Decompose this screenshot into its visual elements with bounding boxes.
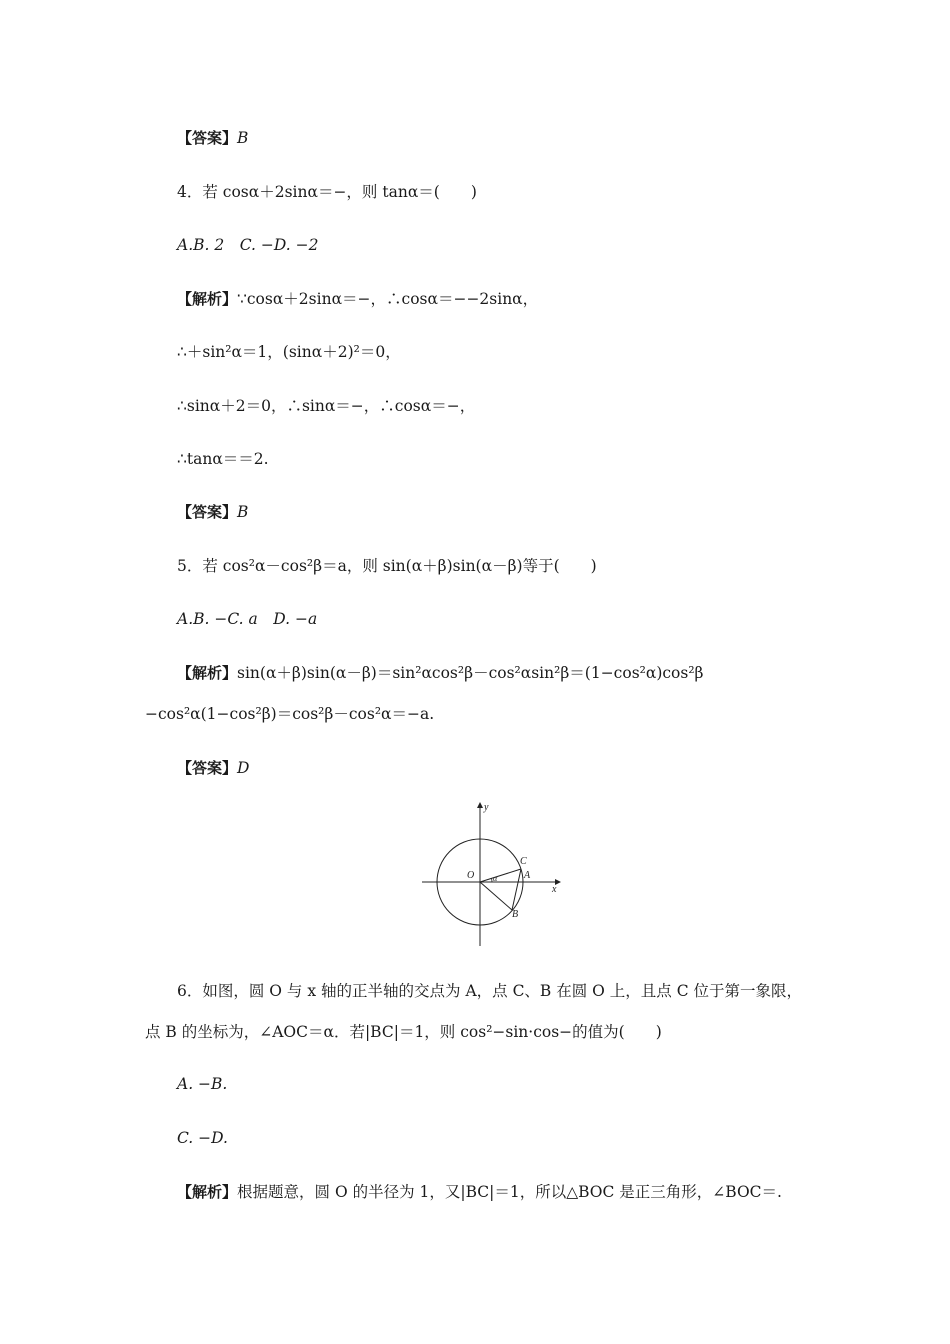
q6-stem-1: 6．如图，圆 O 与 x 轴的正半轴的交点为 A，点 C、B 在圆 O 上，且点 C 位于第一象限， <box>177 982 803 1000</box>
q5-analysis-2: −cos²α(1−cos²β)＝cos²β－cos²α＝−a. <box>145 705 435 723</box>
q5-stem: 5．若 cos²α－cos²β＝a，则 sin(α＋β)sin(α－β)等于( ) <box>177 557 597 575</box>
q6-analysis-1 <box>177 1181 782 1203</box>
analysis-tag: 【解析】 <box>177 1183 238 1201</box>
q4-stem: 4．若 cosα＋2sinα＝−，则 tanα＝( ) <box>177 183 477 201</box>
analysis-text: ∵cosα＋2sinα＝−，∴cosα＝−−2sinα， <box>237 290 539 308</box>
q5-options: A.B. −C. a D. −a <box>177 610 318 628</box>
label-x: x <box>552 884 557 895</box>
q4-analysis-4: ∴tanα＝＝2. <box>177 450 269 468</box>
label-o: O <box>467 870 475 881</box>
q5-analysis-1 <box>177 662 704 684</box>
label-alpha: α <box>493 874 498 883</box>
label-b: B <box>512 909 519 920</box>
analysis-text: 根据题意，圆 O 的半径为 1，又|BC|＝1，所以△BOC 是正三角形，∠BOC＝. <box>237 1183 782 1201</box>
segment-ob <box>480 882 512 910</box>
analysis-text: sin(α＋β)sin(α－β)＝sin²αcos²β－cos²αsin²β＝(1−cos²α)cos²β <box>237 664 704 682</box>
answer-value: B <box>237 503 249 521</box>
answer-tag: 【答案】 <box>177 759 238 777</box>
q4-answer-line <box>177 501 248 523</box>
answer-tag: 【答案】 <box>177 503 238 521</box>
answer-tag: 【答案】 <box>177 129 238 147</box>
answer-value: D <box>237 759 250 777</box>
q4-analysis-3: ∴sinα＋2＝0，∴sinα＝−，∴cosα＝−， <box>177 397 476 415</box>
y-axis-arrow <box>477 802 483 808</box>
label-c: C <box>520 856 527 867</box>
q4-analysis-2: ∴＋sin²α＝1，(sinα＋2)²＝0， <box>177 343 401 361</box>
q6-option-cd: C. −D. <box>177 1129 228 1147</box>
q4-analysis-1 <box>177 288 538 310</box>
answer-value: B <box>237 129 249 147</box>
q6-option-ab: A. −B. <box>177 1075 228 1093</box>
analysis-tag: 【解析】 <box>177 290 238 308</box>
label-y: y <box>484 802 489 813</box>
q5-answer-line <box>177 757 249 779</box>
angle-arc <box>491 878 492 882</box>
analysis-tag: 【解析】 <box>177 664 238 682</box>
q3-answer-line <box>177 127 248 149</box>
q4-options: A.B. 2 C. −D. −2 <box>177 236 319 254</box>
label-a: A <box>524 870 531 881</box>
unit-circle-figure <box>420 798 570 948</box>
q6-stem-2: 点 B 的坐标为，∠AOC＝α．若|BC|＝1，则 cos²−sin·cos−的值为( ) <box>145 1023 662 1041</box>
segment-oc <box>480 869 521 882</box>
